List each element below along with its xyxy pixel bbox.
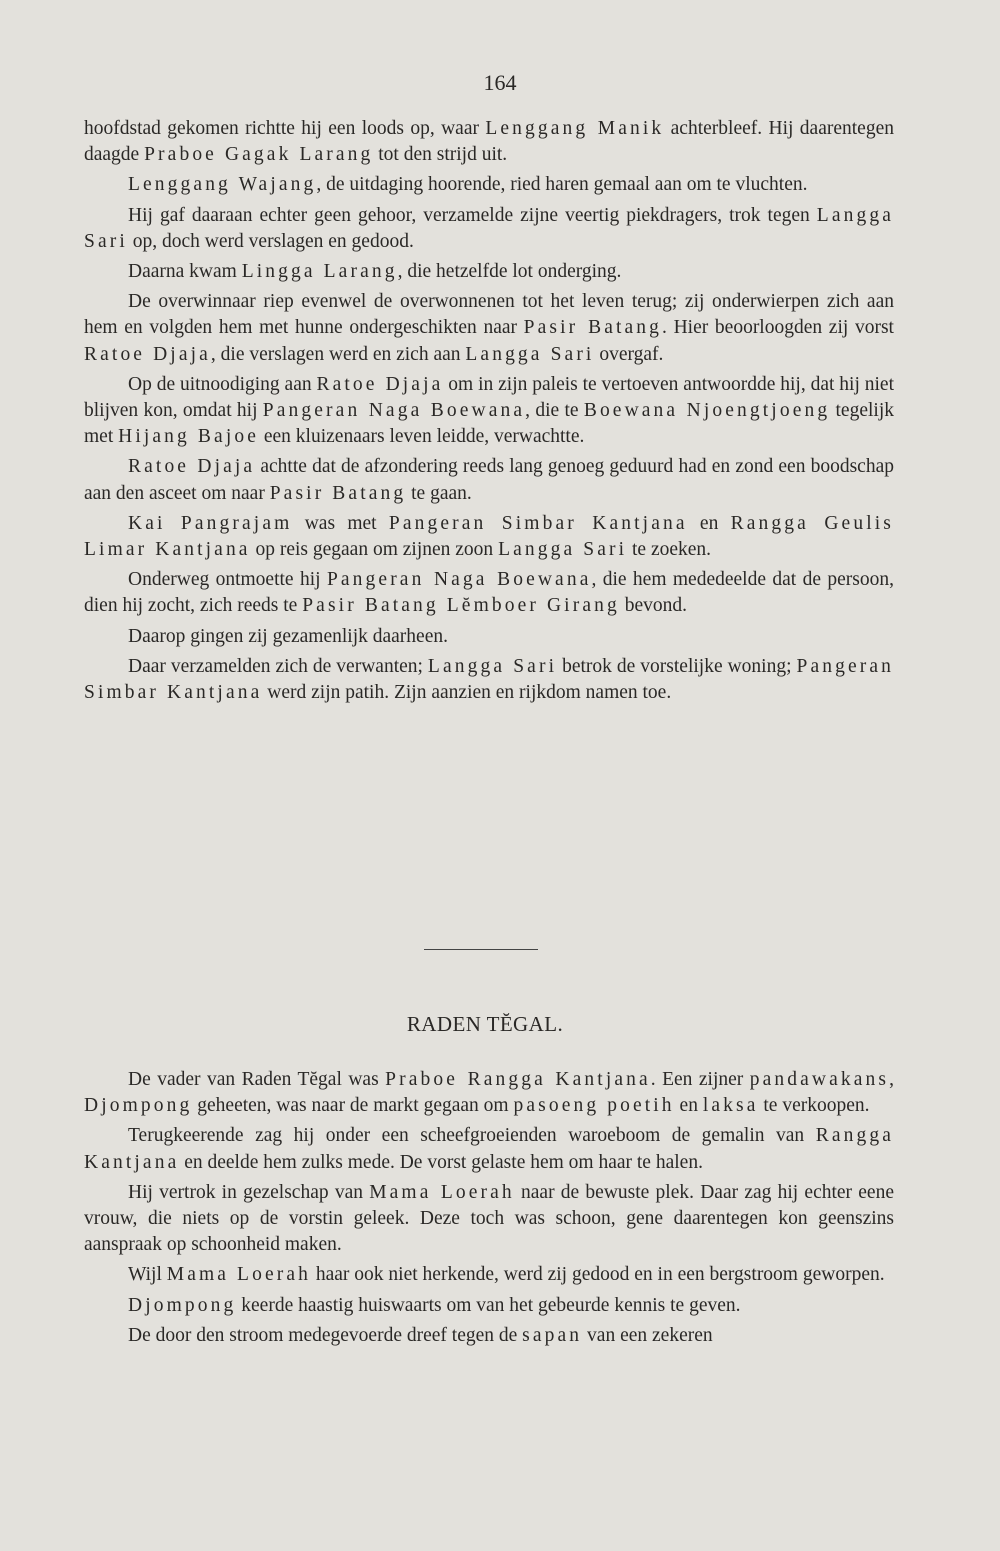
text-run: Daarop gingen zij gezamenlijk daarheen. [128,625,448,647]
paragraph [84,654,894,706]
text-run: te zoeken. [627,539,712,561]
section-divider [424,949,538,950]
text-run: Op de uitnoodiging aan [128,373,317,395]
paragraph [84,1323,894,1349]
spaced-name: Praboe Rangga Kantjana [385,1069,651,1090]
spaced-name: laksa [702,1095,759,1117]
spaced-name: Rangga Kantjana [84,1125,894,1173]
spaced-name: Pasir Batang [523,317,663,339]
text-run: De door den stroom medegevoerde dreef tegen de [128,1324,523,1346]
text-run: betrok de vorstelijke woning; [557,655,797,677]
text-run: , die te [525,400,584,422]
text-run: en [687,512,731,534]
spaced-name: Djompong [128,1294,237,1316]
spaced-name: Mama Loerah [166,1264,311,1286]
spaced-name: Mama Loerah [369,1181,515,1203]
spaced-name: Langga Sari [427,655,558,677]
spaced-name: Lenggang Manik [485,118,665,139]
text-run: op, doch werd verslagen en gedood. [127,230,414,252]
paragraph [84,1262,894,1288]
text-run: achterbleef. Hij daarentegen daagde [84,118,894,166]
chapter-text [84,1067,894,1353]
text-run: om in zijn paleis te vertoeven antwoordde hij, dat hij niet blijven kon, omdat hij [84,373,894,422]
spaced-name: Langga Sari [498,539,628,561]
text-run: , die hetzelfde lot onderging. [397,261,622,283]
spaced-name: Pangeran Naga Boewana [326,569,592,591]
text-run: Terugkeerende zag hij onder een scheefgroeienden waroeboom de gemalin van [128,1125,816,1147]
spaced-name: pasoeng poetih [513,1095,675,1117]
spaced-name: Praboe Gagak Larang [144,144,374,166]
spaced-name: Pangeran Simbar Kantjana [84,655,894,704]
spaced-name: Ratoe Djaja [128,456,256,478]
spaced-name: Pasir Batang [269,482,407,504]
text-run: . Een zijner [650,1069,750,1090]
text-run: achtte dat de afzondering reeds lang genoeg geduurd had en zond een boodschap aan den asceet om naar [84,456,894,504]
paragraph [84,116,894,168]
text-run: , die hem mededeelde dat de persoon, dien hij zocht, zich reeds te [84,569,894,617]
text-run: en [674,1095,703,1117]
spaced-name: sapan [522,1324,583,1346]
text-run: tot den strijd uit. [373,144,508,166]
text-run: tegelijk met [84,400,894,448]
text-run: hoofdstad gekomen richtte hij een loods op, waar [84,118,486,139]
paragraph [84,1067,894,1119]
spaced-name: Lenggang Wajang [128,174,317,196]
text-run: op reis gegaan om zijnen zoon [250,539,499,561]
text-run: haar ook niet herkende, werd zij gedood en in een bergstroom geworpen. [311,1264,885,1286]
paragraph [84,1123,894,1175]
spaced-name: Pangeran Naga Boewana [262,400,526,422]
text-run: , die verslagen werd en zich aan [210,343,466,365]
text-run: bevond. [619,595,688,617]
paragraph [84,203,894,255]
text-run: te verkoopen. [758,1095,870,1117]
page-number: 164 [483,70,517,95]
text-run: overgaf. [594,343,664,365]
paragraph [84,624,894,650]
paragraph [84,372,894,451]
spaced-name: Pasir Batang Lĕmboer Girang [302,595,620,617]
text-run: De vader van Raden Tĕgal was [128,1069,386,1090]
spaced-name: Kai Pangrajam [128,512,293,534]
text-run: , de uitdaging hoorende, ried haren gemaal aan om te vluchten. [316,174,808,196]
section-text [84,116,894,710]
spaced-name: Langga Sari [84,204,894,252]
text-run: keerde haastig huiswaarts om van het gebeurde kennis te geven. [236,1294,741,1316]
paragraph [84,172,894,198]
spaced-name: Lingga Larang [241,261,398,283]
paragraph [84,511,894,563]
paragraph [84,259,894,285]
spaced-name: Djompong [84,1095,193,1117]
paragraph [84,1293,894,1319]
text-run: werd zijn patih. Zijn aanzien en rijkdom namen toe. [262,682,672,704]
spaced-name: Hijang Bajoe [118,426,259,448]
spaced-name: Langga Sari [465,343,595,365]
paragraph [84,1180,894,1259]
text-run: Onderweg ontmoette hij [128,569,327,591]
spaced-name: pandawakans [749,1069,890,1090]
text-run: De overwinnaar riep evenwel de overwonnenen tot het leven terug; zij onderwierpen zich aan hem en volgden hem met hunne ondergeschikten naar [84,291,894,339]
text-run: , [889,1069,894,1090]
text-run: Hij gaf daaraan echter geen gehoor, verzamelde zijne veertig piekdragers, trok tegen [128,204,817,226]
text-run: naar de bewuste plek. Daar zag hij echter eene vrouw, die niets op de vorstin geleek. Deze toch was schoon, gene daarentegen kon geenszins aanspraak op schoonheid maken. [84,1181,894,1256]
spaced-name: Pangeran Simbar Kantjana [388,512,688,534]
text-run: Wijl [128,1264,167,1286]
text-run: van een zekeren [582,1324,713,1346]
paragraph [84,454,894,506]
text-run: een kluizenaars leven leidde, verwachtte. [259,426,585,448]
text-run: Hij vertrok in gezelschap van [128,1181,370,1203]
text-run: Daar verzamelden zich de verwanten; [128,655,428,677]
spaced-name: Ratoe Djaja [84,343,211,365]
text-run: was met [292,512,389,534]
chapter-title: RADEN TĔGAL. [406,1012,564,1036]
spaced-name: Ratoe Djaja [316,373,444,395]
text-run: . Hier beoorloogden zij vorst [662,317,894,339]
text-run: te gaan. [406,482,472,504]
paragraph [84,289,894,368]
spaced-name: Boewana Njoengtjoeng [583,400,831,422]
spaced-name: Rangga Geulis Limar Kantjana [84,512,894,561]
paragraph [84,567,894,619]
text-run: geheeten, was naar de markt gegaan om [192,1095,514,1117]
text-run: Daarna kwam [128,261,242,283]
text-run: en deelde hem zulks mede. De vorst gelaste hem om haar te halen. [179,1151,703,1173]
